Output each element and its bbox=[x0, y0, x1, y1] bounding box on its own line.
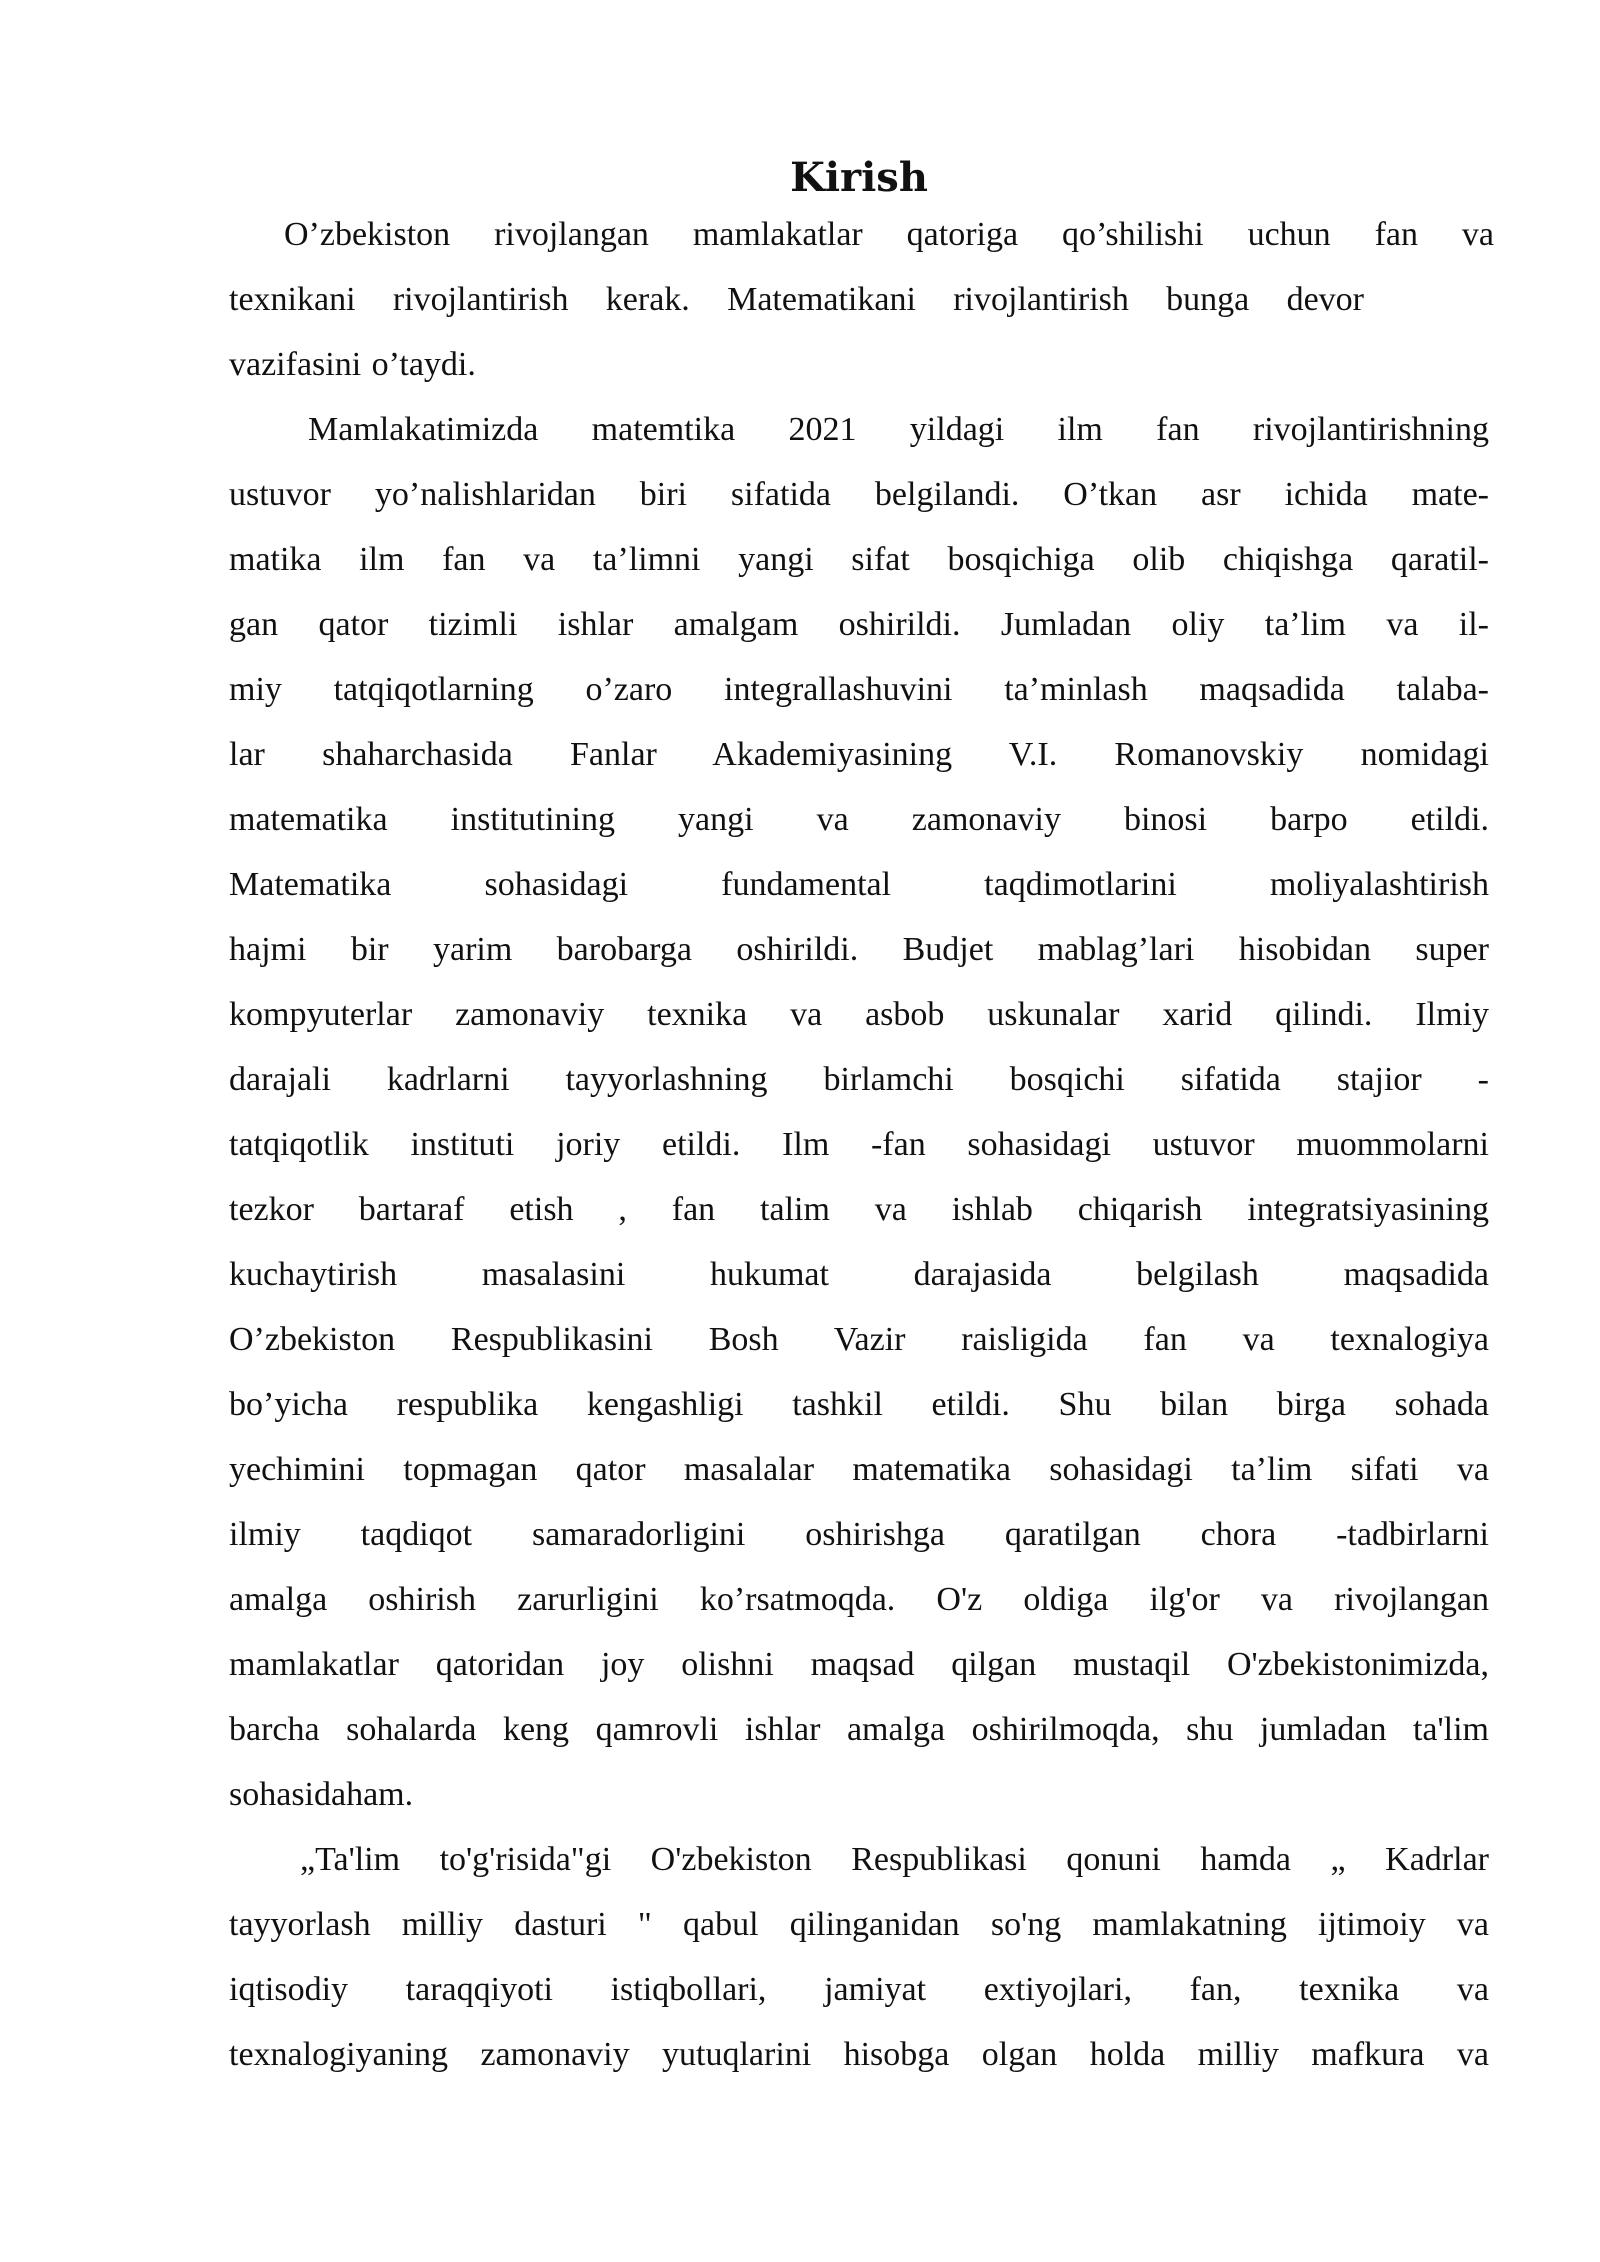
text-line: barcha sohalarda keng qamrovli ishlar amalga oshirilmoqda, shu jumladan ta'lim bbox=[229, 1711, 1489, 1748]
text-line: kuchaytirish masalasini hukumat darajasida belgilash maqsadida bbox=[229, 1256, 1489, 1293]
text-line: tatqiqotlik instituti joriy etildi. Ilm -fan sohasidagi ustuvor muommolarni bbox=[229, 1126, 1489, 1163]
text-line: matematika institutining yangi va zamonaviy binosi barpo etildi. bbox=[229, 801, 1489, 838]
text-line: sohasidaham. bbox=[229, 1776, 414, 1813]
page-title: Kirish bbox=[790, 154, 928, 201]
text-line: gan qator tizimli ishlar amalgam oshirildi. Jumladan oliy ta’lim va il- bbox=[229, 606, 1489, 643]
text-line: ilmiy taqdiqot samaradorligini oshirishga qaratilgan chora -tadbirlarni bbox=[229, 1516, 1489, 1553]
text-line: hajmi bir yarim barobarga oshirildi. Budjet mablag’lari hisobidan super bbox=[229, 931, 1489, 968]
text-line: vazifasini o’taydi. bbox=[229, 346, 476, 383]
text-line: O’zbekiston Respublikasini Bosh Vazir raisligida fan va texnalogiya bbox=[229, 1321, 1489, 1358]
text-line: „Ta'lim to'g'risida"gi O'zbekiston Respublikasi qonuni hamda „ Kadrlar bbox=[300, 1841, 1489, 1878]
text-line: tezkor bartaraf etish , fan talim va ishlab chiqarish integratsiyasining bbox=[229, 1191, 1489, 1228]
text-line: texnikani rivojlantirish kerak. Matematikani rivojlantirish bunga devor bbox=[229, 281, 1364, 318]
text-line: ustuvor yo’nalishlaridan biri sifatida belgilandi. O’tkan asr ichida mate- bbox=[229, 476, 1489, 513]
text-line: texnalogiyaning zamonaviy yutuqlarini hisobga olgan holda milliy mafkura va bbox=[229, 2036, 1489, 2073]
text-line: mamlakatlar qatoridan joy olishni maqsad qilgan mustaqil O'zbekistonimizda, bbox=[229, 1646, 1489, 1683]
text-line: matika ilm fan va ta’limni yangi sifat bosqichiga olib chiqishga qaratil- bbox=[229, 541, 1489, 578]
text-line: amalga oshirish zarurligini ko’rsatmoqda. O'z oldiga ilg'or va rivojlangan bbox=[229, 1581, 1489, 1618]
text-line: miy tatqiqotlarning o’zaro integrallashuvini ta’minlash maqsadida talaba- bbox=[229, 671, 1489, 708]
text-line: O’zbekiston rivojlangan mamlakatlar qatoriga qo’shilishi uchun fan va bbox=[284, 216, 1494, 253]
document-body bbox=[229, 202, 1494, 2087]
text-line: darajali kadrlarni tayyorlashning birlamchi bosqichi sifatida stajior - bbox=[229, 1061, 1489, 1098]
text-line: bo’yicha respublika kengashligi tashkil etildi. Shu bilan birga sohada bbox=[229, 1386, 1489, 1423]
text-line: Mamlakatimizda matemtika 2021 yildagi ilm fan rivojlantirishning bbox=[308, 411, 1489, 448]
text-line: Matematika sohasidagi fundamental taqdimotlarini moliyalashtirish bbox=[229, 866, 1489, 903]
text-line: yechimini topmagan qator masalalar matematika sohasidagi ta’lim sifati va bbox=[229, 1451, 1489, 1488]
text-line: lar shaharchasida Fanlar Akademiyasining V.I. Romanovskiy nomidagi bbox=[229, 736, 1489, 773]
text-line: kompyuterlar zamonaviy texnika va asbob uskunalar xarid qilindi. Ilmiy bbox=[229, 996, 1489, 1033]
text-line: tayyorlash milliy dasturi " qabul qilinganidan so'ng mamlakatning ijtimoiy va bbox=[229, 1906, 1489, 1943]
text-line: iqtisodiy taraqqiyoti istiqbollari, jamiyat extiyojlari, fan, texnika va bbox=[229, 1971, 1489, 2008]
